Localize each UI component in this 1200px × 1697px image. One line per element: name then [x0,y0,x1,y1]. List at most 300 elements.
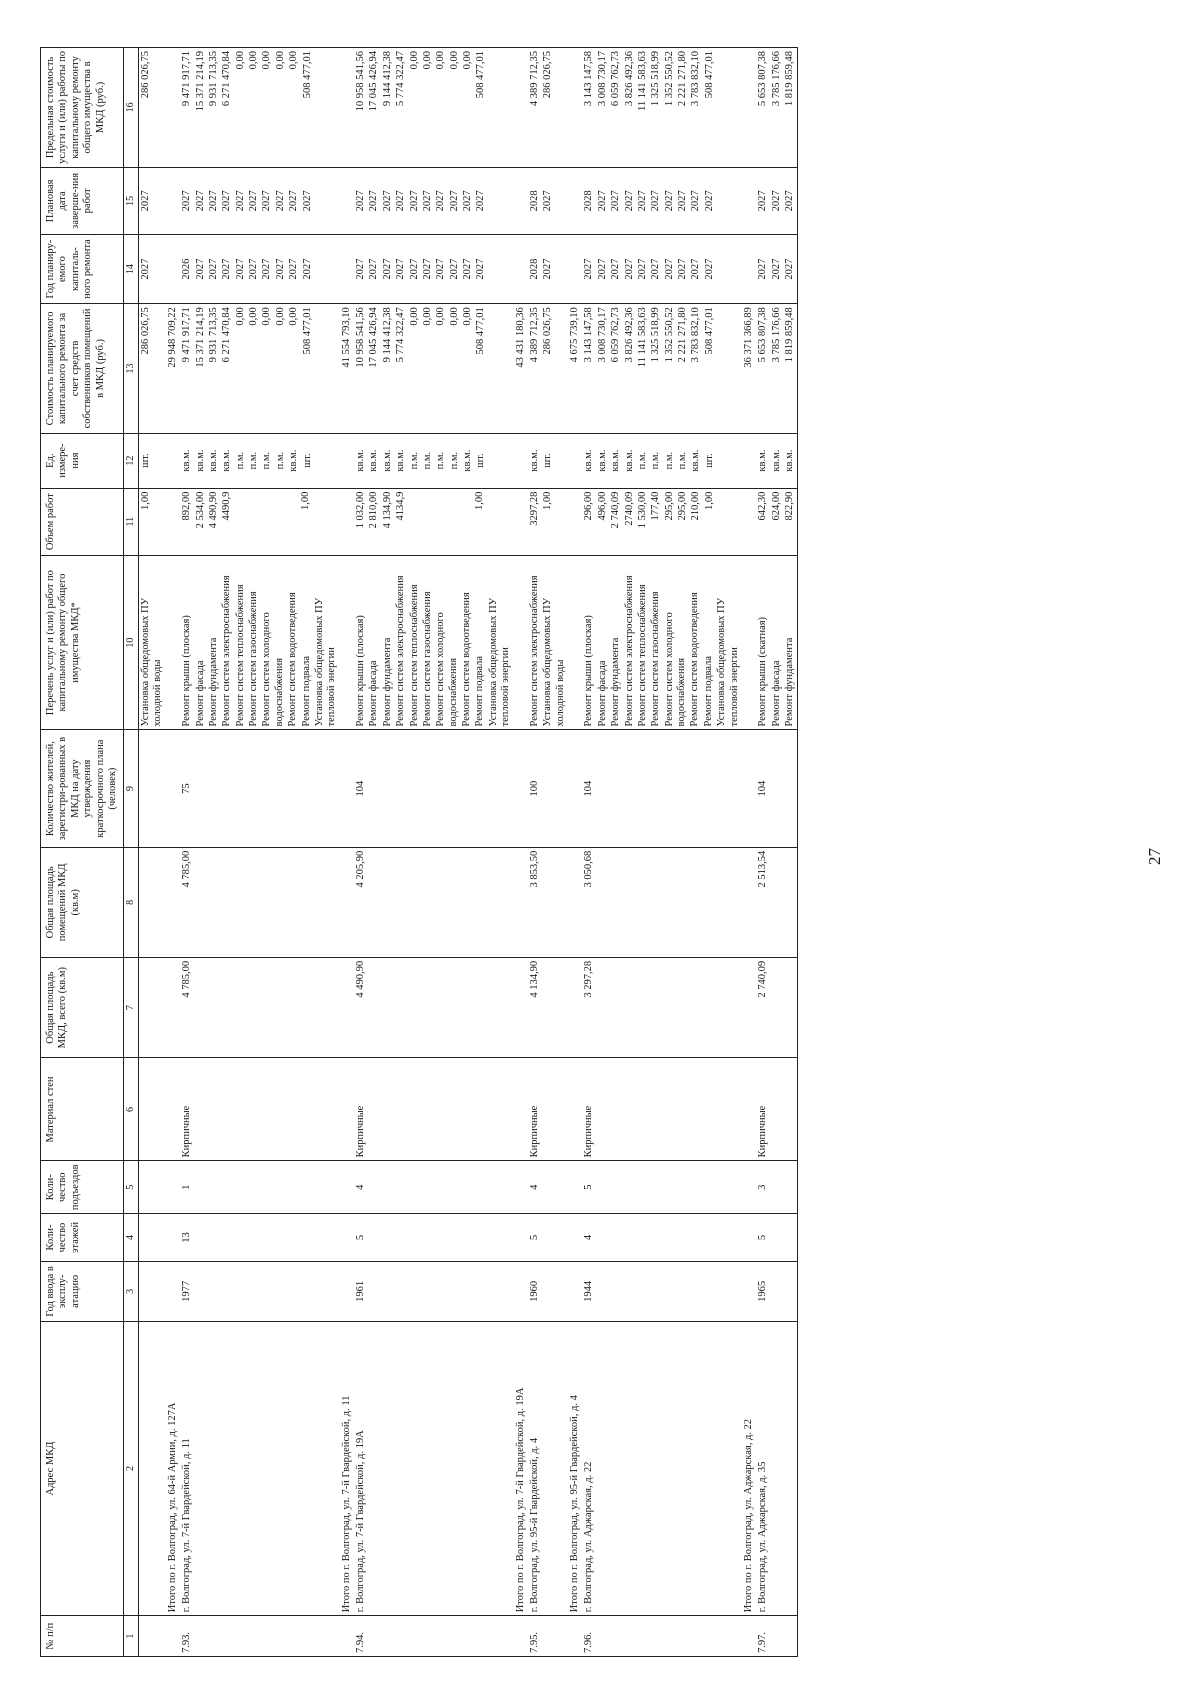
cell-limits [756,48,798,168]
column-number-15: 15 [124,167,139,234]
cell-costs [756,304,798,433]
cell-works-list [583,559,741,727]
cell-material: Кирпичные [756,1058,798,1161]
cell-dates-item: 2027 [368,190,380,212]
column-header-4: Коли-чество этажей [41,1214,124,1262]
cell-years-item: 2027 [248,258,260,280]
cell-volumes-item [287,492,299,552]
page-number: 27 [1145,848,1164,865]
cell-years-item: 2027 [663,258,675,280]
cell-address: г. Волгоград, ул. Аджарская, д. 35 [756,1321,798,1616]
cell-costs-list [757,307,796,429]
cell-limits-item: 10 958 541,56 [355,51,367,112]
column-number-1: 1 [124,1616,139,1657]
cell-limits-item: 5 774 322,47 [395,51,407,107]
cell-empty [340,555,354,730]
cell-units-item: кв.м. [770,449,782,472]
cell-limits-item: 0,00 [234,51,246,70]
cell-entrances: 1 [180,1161,340,1214]
cell-address: г. Волгоград, ул. 7-й Гвардейской, д. 11 [180,1321,340,1616]
cell-material: Кирпичные [180,1058,340,1161]
cell-empty [166,1261,180,1321]
column-header-5: Коли-чество подъездов [41,1161,124,1214]
cell-units-item: п.м. [408,451,420,470]
cell-volume: 1,00 [139,488,166,555]
total-cost: 36 371 366,89 [742,304,756,433]
cell-years [354,234,514,303]
cell-units [354,433,514,488]
cell-dates-item: 2027 [234,190,246,212]
cell-floors: 5 [354,1214,514,1262]
cell-costs-item: 9 471 917,71 [181,307,193,363]
cell-empty [340,1058,354,1161]
cell-volumes-item: 295,00 [663,491,675,521]
cell-dates [180,167,340,234]
cell-num: 7.93. [180,1616,340,1657]
cell-dates-item: 2027 [301,190,313,212]
column-header-8: Общая площадь помещений МКД (кв.м) [41,847,124,957]
cell-volumes [354,488,514,555]
cell-material: Кирпичные [528,1058,568,1161]
cell-dates-item: 2027 [757,190,769,212]
cell-works-item: Установка общедомовых ПУ тепловой энергии [313,597,338,727]
cell-units-item: шт. [475,453,487,468]
cell-dates-item: 2027 [435,190,447,212]
cell-empty [742,1214,756,1262]
cell-years-item: 2028 [528,258,540,280]
cell-empty [340,167,354,234]
cell-empty [568,48,582,168]
cell-units-item: п.м. [663,451,675,470]
cell-units-item: кв.м. [610,449,622,472]
cell-works-item: Ремонт фундамента [207,637,219,727]
cell-units-item: кв.м. [181,449,193,472]
cell-years-item: 2027 [623,258,635,280]
cell-works [180,555,340,730]
cell-costs-item: 0,00 [248,307,260,326]
cell-years-item: 2027 [448,258,460,280]
column-number-6: 6 [124,1058,139,1161]
cell-years-item: 2027 [757,258,769,280]
cell-limits-item: 1 819 859,48 [784,51,796,107]
cell-years-item: 2027 [636,258,648,280]
cell-num [166,1616,180,1657]
cell-costs-item: 2 221 271,80 [677,307,689,363]
cell-dates-item: 2027 [650,190,662,212]
cell-costs-item: 0,00 [448,307,460,326]
cell-units [582,433,742,488]
cell-costs-item: 508 477,01 [475,307,487,355]
cell-years-item: 2027 [583,258,595,280]
total-row [340,48,354,1657]
cell-empty [568,730,582,847]
cell-empty [340,847,354,957]
cell-dates-item: 2027 [207,190,219,212]
total-label: Итого по г. Волгоград, ул. 95-й Гвардейской, д. 4 [568,1321,582,1616]
cell-dates-list [355,171,488,231]
cell-volumes-list [181,492,312,552]
entry-row [582,48,742,1657]
cell-dates-item: 2027 [462,190,474,212]
cell-units-item: п.м. [248,451,260,470]
cell-units-item: кв.м. [528,449,540,472]
cell-empty [166,234,180,303]
cell-units-list [757,437,796,485]
cell-years-item: 2027 [408,258,420,280]
cell-dates-list [757,171,796,231]
cell-years-item: 2027 [596,258,608,280]
total-row [166,48,180,1657]
cell-works-item: Ремонт крыши (плоская) [583,615,595,727]
cell-entrances: 3 [756,1161,798,1214]
cell-area-total: 4 134,90 [528,957,568,1058]
cell-years-item: 2027 [274,258,286,280]
cell-address: г. Волгоград, ул. 7-й Гвардейской, д. 19А [354,1321,514,1616]
cell-volumes-item: 1,00 [542,491,554,511]
cell-works-item: Ремонт фундамента [381,637,393,727]
cell-volumes-item: 177,40 [650,491,662,521]
cell-units-item: кв.м. [690,449,702,472]
column-header-16: Предельная стоимость услуги и (или) работы по капитальному ремонту общего имущества в МКД (руб.) [41,48,124,168]
cell-costs-item: 1 325 518,99 [650,307,662,363]
cell-volumes-item: 1 032,00 [355,491,367,529]
column-header-14: Год планиру-емого капиталь-ного ремонта [41,234,124,303]
cell-years-item: 2027 [207,258,219,280]
cell-unit: шт. [139,433,166,488]
cell-limits [582,48,742,168]
cell-years-item: 2027 [381,258,393,280]
cell-empty [514,847,528,957]
cell-volumes-item: 210,00 [690,491,702,521]
cell-limits-list [529,51,555,164]
cell-costs [180,304,340,433]
cell-years-item: 2027 [690,258,702,280]
cell-units-item: п.м. [421,451,433,470]
cell-empty [742,488,756,555]
cell-limits-item: 9 471 917,71 [181,51,193,107]
cell-costs-list [355,307,488,429]
cell-works-item: Ремонт фундамента [610,637,622,727]
cell-costs-item: 0,00 [421,307,433,326]
cell-works-item: Ремонт систем водоотведения [461,592,473,727]
cell-works-item: Установка общедомовых ПУ холодной воды [542,597,566,727]
cell-years [756,234,798,303]
cell-year-built: 1961 [354,1261,514,1321]
cell-limits-list [355,51,488,164]
cell-works-item: Ремонт систем холодного водоснабжения [663,612,688,727]
cell-limits-item: 1 325 518,99 [650,51,662,107]
cell-units-item: кв.м. [395,449,407,472]
cell-costs-item: 3 826 492,36 [623,307,635,363]
cell-empty [166,1058,180,1161]
cell-limits-list [583,51,716,164]
cell-empty [568,555,582,730]
cell-costs-item: 0,00 [234,307,246,326]
cell-costs-item: 9 931 713,35 [207,307,219,363]
cell-limits-item: 4 389 712,35 [528,51,540,107]
cell-empty [568,1058,582,1161]
cell-limits-item: 0,00 [288,51,300,70]
total-label: Итого по г. Волгоград, ул. Аджарская, д. 22 [742,1321,756,1616]
cell-costs-item: 10 958 541,56 [355,307,367,368]
cell-costs-item: 5 774 322,47 [395,307,407,363]
cell-volumes-item [248,492,260,552]
cell-costs-item: 0,00 [408,307,420,326]
cell-costs [582,304,742,433]
cell-volumes [582,488,742,555]
cell-limits-list [181,51,314,164]
cell-costs-item: 508 477,01 [301,307,313,355]
cell-works-item: Ремонт фасада [368,660,380,727]
cell-works-item: Ремонт систем теплоснабжения [234,584,246,727]
cell-volumes-item: 296,00 [583,491,595,521]
cell-works-item: Ремонт фасада [770,660,782,727]
cell-costs [528,304,568,433]
cell-entrances: 4 [354,1161,514,1214]
cell-dates-item: 2027 [181,190,193,212]
cell-costs-item: 3 143 147,58 [583,307,595,363]
cell-works-item: Ремонт фасада [194,660,206,727]
cell-works-item: Ремонт фасада [596,660,608,727]
cell-floors: 13 [180,1214,340,1262]
cell-address: г. Волгоград, ул. 95-й Гвардейской, д. 4 [528,1321,568,1616]
cell-years-item: 2027 [301,258,313,280]
cell-num: 7.96. [582,1616,742,1657]
cell-empty [742,1058,756,1161]
cell-volumes-item: 496,00 [596,491,608,521]
cell-work: Установка общедомовых ПУ холодной воды [139,555,166,730]
cell-entrances: 5 [582,1161,742,1214]
cell-units-item: п.м. [435,451,447,470]
cell-works-item: Ремонт крыши (плоская) [181,615,193,727]
cell-volumes-list [529,492,555,552]
cell-dates-item: 2027 [408,190,420,212]
cell-years-item: 2027 [368,258,380,280]
cell-costs-list [529,307,555,429]
cell-volumes-item: 4 490,90 [207,491,219,529]
cell-works-item: Ремонт фундамента [784,637,796,727]
cell-limits-item: 17 045 426,94 [368,51,380,112]
cell-empty [742,730,756,847]
cell-volumes-item: 3297,28 [528,491,540,526]
cell-limits-item: 3 785 176,66 [770,51,782,107]
cell-years-item: 2027 [703,258,715,280]
cell-limits-item: 286 026,75 [542,51,554,99]
cell-empty [514,48,528,168]
cell-works-item: Ремонт подвала [300,655,312,727]
entry-row [354,48,514,1657]
cell-units-item: кв.м. [221,449,233,472]
cell-residents: 104 [756,730,798,847]
cell-years-item: 2027 [677,258,689,280]
cell-area-total: 4 490,90 [354,957,514,1058]
entry-row [756,48,798,1657]
cell-costs-item: 0,00 [435,307,447,326]
cell-units [756,433,798,488]
cell-dates-item: 2027 [784,190,796,212]
cell-dates-item: 2027 [288,190,300,212]
column-header-3: Год ввода в эксплу-атацию [41,1261,124,1321]
cell-empty [742,555,756,730]
cell-num [139,1616,166,1657]
total-label: Итого по г. Волгоград, ул. 7-й Гвардейской, д. 19А [514,1321,528,1616]
cell-dates-item: 2027 [248,190,260,212]
cell-costs-item: 9 144 412,38 [381,307,393,363]
cell-works [582,555,742,730]
cell-empty [340,433,354,488]
total-cost: 41 554 793,10 [340,304,354,433]
cell-num [514,1616,528,1657]
cell-year-built: 1965 [756,1261,798,1321]
cell-years [180,234,340,303]
cell-dates-list [529,171,555,231]
cell-works-item: Ремонт систем теплоснабжения [636,584,648,727]
cell-costs-item: 11 141 583,63 [636,307,648,368]
cell-empty [568,847,582,957]
cell-dates-item: 2027 [690,190,702,212]
cell-works-item: Ремонт систем электроснабжения [395,575,407,727]
cell-empty [166,1214,180,1262]
cell-num: 7.94. [354,1616,514,1657]
cell-units-item: кв.м. [368,449,380,472]
cell-years [528,234,568,303]
cell-limits-item: 0,00 [462,51,474,70]
cell-empty [742,957,756,1058]
cell-years-item: 2026 [181,258,193,280]
cell-empty [514,1261,528,1321]
cell-units-item: кв.м. [288,449,300,472]
cell-costs-item: 3 008 730,17 [596,307,608,363]
cell-volumes [180,488,340,555]
cell-units-item: кв.м. [207,449,219,472]
cell-dates-item: 2027 [448,190,460,212]
cell-empty [742,48,756,168]
cell-limits-item: 0,00 [408,51,420,70]
column-header-7: Общая площадь МКД, всего (кв.м) [41,957,124,1058]
cell-material: Кирпичные [354,1058,514,1161]
column-number-row [124,48,139,1657]
total-cost: 43 431 180,36 [514,304,528,433]
cell-limits [528,48,568,168]
cell-empty [340,488,354,555]
top-entry-row [139,48,166,1657]
column-number-5: 5 [124,1161,139,1214]
cell-works-item: Ремонт крыши (плоская) [355,615,367,727]
cell-works-item: Ремонт систем электроснабжения [221,575,233,727]
cell-units-item: п.м. [650,451,662,470]
cell-years-item: 2027 [234,258,246,280]
cell-area-rooms: 4 785,00 [180,847,340,957]
cell-num [568,1616,582,1657]
total-cost: 4 675 739,10 [568,304,582,433]
cell-units-item: шт. [301,453,313,468]
cell-volumes-item: 4 134,90 [381,491,393,529]
cell-units-item: кв.м. [462,449,474,472]
cell-units-list [181,437,314,485]
cell-volumes-item: 1,00 [473,491,485,511]
cell-works-item: Ремонт систем холодного водоснабжения [435,612,459,727]
column-header-10: Перечень услуг и (или) работ по капитальному ремонту общего имущества МКД* [41,555,124,730]
cell-limits-item: 11 141 583,63 [636,51,648,111]
column-header-15: Плановая дата заверше-ния работ [41,167,124,234]
cell-units-item: кв.м. [784,449,796,472]
total-row [514,48,528,1657]
cell-year-built: 1977 [180,1261,340,1321]
cell-costs-item: 3 785 176,66 [770,307,782,363]
cell-volumes-item: 2740,09 [623,491,635,526]
cell-volumes-item: 642,30 [757,491,769,521]
cell-years-item: 2027 [435,258,447,280]
cell-empty [568,1214,582,1262]
cell-limits [180,48,340,168]
cell-years-item: 2027 [288,258,300,280]
cell-costs-item: 6 271 470,84 [221,307,233,363]
cell-empty [166,847,180,957]
column-number-10: 10 [124,555,139,730]
cell-works-item: Ремонт систем теплоснабжения [408,584,420,727]
cell-empty [742,1261,756,1321]
cell-empty [514,167,528,234]
cell-volumes-list [583,492,716,552]
cell-years [582,234,742,303]
cell-limits-item: 0,00 [448,51,460,70]
cell-empty [340,730,354,847]
cell-residents: 104 [354,730,514,847]
cell-empty [340,48,354,168]
cell-units-item: п.м. [234,451,246,470]
cell-years-item: 2027 [475,258,487,280]
cell-units-item: п.м. [636,451,648,470]
cell-volumes-item: 1,00 [299,491,311,511]
cell-works-item: Ремонт подвала [702,655,714,727]
cell-years-list [181,238,314,300]
cell-costs-item: 4 389 712,35 [528,307,540,363]
cell-works-item: Ремонт систем водоотведения [689,592,701,727]
cell-costs-item: 0,00 [261,307,273,326]
cell-units-list [529,437,555,485]
cell-units-item: п.м. [448,451,460,470]
cell-works-item: Ремонт систем газоснабжения [421,591,433,727]
cell-limits-item: 0,00 [435,51,447,70]
cell-volumes-item [235,492,247,552]
cell-limits-item: 508 477,01 [703,51,715,99]
cell-years-item: 2027 [784,258,796,280]
cell-volumes-item: 1 530,00 [636,491,648,529]
cell-units-item: кв.м. [583,449,595,472]
cell-units-item: кв.м. [757,449,769,472]
cell-year-built: 1944 [582,1261,742,1321]
cell-area-rooms: 4 205,90 [354,847,514,957]
cell-empty [340,1161,354,1214]
cell-dates-item: 2027 [636,190,648,212]
cell-years-item: 2027 [542,258,554,280]
cell-volumes-item [435,492,447,552]
column-number-4: 4 [124,1214,139,1262]
cell-empty [166,1161,180,1214]
cell-works-item: Ремонт систем газоснабжения [650,591,662,727]
cell-empty [514,730,528,847]
cell-costs-item: 508 477,01 [703,307,715,355]
cell-works-item: Ремонт систем холодного водоснабжения [261,612,285,727]
column-header-9: Количество жителей, зарегистри-рованных в МКД на дату утверждения краткосрочного плана (человек) [41,730,124,847]
cell-works-list [355,559,513,727]
column-header-12: Ед. измере-ния [41,433,124,488]
cell-num: 7.95. [528,1616,568,1657]
cell-volumes-item: 4134,9 [395,491,407,521]
cell-empty [166,957,180,1058]
cell-dates [756,167,798,234]
cell-volumes-item: 2 740,09 [610,491,622,529]
